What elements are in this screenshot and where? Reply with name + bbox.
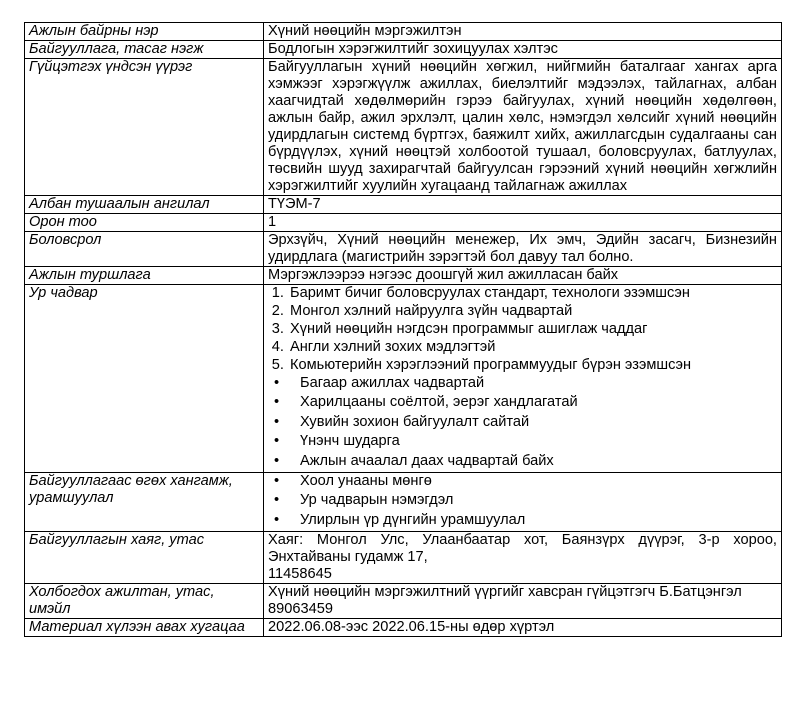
skills-value: [264, 285, 782, 473]
skill-item: 2. Монгол хэлний найруулга зүйн чадвартай: [288, 303, 777, 320]
experience-value: Мэргэжлээрээ нэгээс доошгүй жил ажилласан байх: [264, 267, 782, 285]
bullet-icon: •: [274, 452, 280, 469]
skill-bullet-text: Харилцааны соёлтой, эерэг хандлагатай: [300, 394, 578, 411]
row-main-function: [25, 59, 782, 196]
headcount-value: 1: [264, 214, 782, 232]
bullet-icon: •: [274, 394, 280, 411]
contact-value: [264, 584, 782, 619]
skill-item: 3. Хүний нөөцийн нэгдсэн программыг ашиглаж чаддаг: [288, 321, 777, 338]
address-phone: 11458645: [268, 566, 332, 583]
row-address: [25, 532, 782, 584]
skill-bullet-item: [274, 452, 777, 470]
classification-value: ТҮЭМ-7: [264, 196, 782, 214]
main-function-value: Байгууллагын хүний нөөцийн хөгжил, нийгмийн баталгааг хангах арга хэмжээг хэрэгжүүлж ажиллах, биелэлтийг мэдээлэх, тайлагнах, албан хаагчидтай хөдөлмөрийн гэрээ байгуулах, хүний нөөцийн хөдөлгөөн, ажлын байр, ажил эрхлэлт, цалин хөлс, нэмэгдэл хөлсийг хүний нөөцийн удирдлагын системд бүртгэх, баяжилт хийх, ажиллагсдын судалгааны сан бүрдүүлэх, хүний нөөцтэй холбоотой тушаал, боловсруулах, батлуулах, төсвийн шууд захирагчтай байгуулсан гэрээний хүний нөөцийн хөгжлийн хэрэгжилтийг хуулийн хугацаанд тайлагнаж ажиллах: [264, 59, 782, 196]
skill-bullet-item: [274, 413, 777, 431]
skills-bullet-list: [268, 375, 777, 470]
row-classification: [25, 196, 782, 214]
row-experience: [25, 267, 782, 285]
organization-unit-label: Байгууллага, тасаг нэгж: [25, 41, 264, 59]
deadline-value: 2022.06.08-ээс 2022.06.15-ны өдөр хүртэл: [264, 619, 782, 637]
row-deadline: [25, 619, 782, 637]
skill-bullet-item: [274, 433, 777, 450]
benefits-value: [264, 472, 782, 531]
benefit-item: [274, 472, 777, 490]
benefit-text: Хоол унааны мөнгө: [300, 472, 432, 489]
address-label: Байгууллагын хаяг, утас: [25, 532, 264, 584]
skill-item: 5. Комьютерийн хэрэглээний программуудыг бүрэн эзэмшсэн: [288, 357, 777, 374]
skill-bullet-text: Үнэнч шударга: [300, 433, 400, 450]
benefits-bullet-list: [268, 473, 777, 529]
job-posting-table: [24, 22, 782, 637]
bullet-icon: •: [274, 375, 280, 391]
contact-person: Хүний нөөцийн мэргэжилтний үүргийг хавсран гүйцэтгэгч Б.Батцэнгэл: [268, 584, 742, 601]
skill-bullet-item: [274, 375, 777, 392]
skills-numbered-list: [268, 285, 777, 374]
bullet-icon: •: [274, 511, 280, 528]
organization-unit-value: Бодлогын хэрэгжилтийг зохицуулах хэлтэс: [264, 41, 782, 59]
contact-label: Холбогдох ажилтан, утас, имэйл: [25, 584, 264, 619]
address-value: [264, 532, 782, 584]
skill-bullet-item: [274, 394, 777, 411]
bullet-icon: •: [274, 413, 280, 430]
row-contact: [25, 584, 782, 619]
row-position-title: [25, 23, 782, 41]
bullet-icon: •: [274, 433, 280, 450]
education-value: Эрхзүйч, Хүний нөөцийн менежер, Их эмч, Эдийн засагч, Бизнезийн удирдлага (магистрийн зэрэгтэй бол давуу тал болно.: [264, 232, 782, 267]
bullet-icon: •: [274, 472, 280, 489]
row-benefits: [25, 472, 782, 531]
skill-bullet-text: Багаар ажиллах чадвартай: [300, 375, 485, 391]
benefit-text: Улирлын үр дүнгийн урамшуулал: [300, 511, 526, 528]
benefit-item: [274, 492, 777, 509]
main-function-label: Гүйцэтгэх үндсэн үүрэг: [25, 59, 264, 196]
skill-bullet-text: Хувийн зохион байгуулалт сайтай: [300, 413, 530, 430]
row-education: [25, 232, 782, 267]
skills-label: Ур чадвар: [25, 285, 264, 473]
skill-item: 4. Англи хэлний зохих мэдлэгтэй: [288, 339, 777, 356]
deadline-label: Материал хүлээн авах хугацаа: [25, 619, 264, 637]
headcount-label: Орон тоо: [25, 214, 264, 232]
benefit-text: Ур чадварын нэмэгдэл: [300, 492, 454, 509]
row-headcount: [25, 214, 782, 232]
bullet-icon: •: [274, 492, 280, 509]
classification-label: Албан тушаалын ангилал: [25, 196, 264, 214]
education-label: Боловсрол: [25, 232, 264, 267]
address-text: Хаяг: Монгол Улс, Улаанбаатар хот, Баянзүрх дүүрэг, 3-р хороо, Энхтайваны гудамж 17,: [268, 532, 777, 566]
contact-phone: 89063459: [268, 601, 333, 618]
skill-item: 1. Баримт бичиг боловсруулах стандарт, технологи эзэмшсэн: [288, 285, 777, 302]
row-organization-unit: [25, 41, 782, 59]
position-title-label: Ажлын байрны нэр: [25, 23, 264, 41]
experience-label: Ажлын туршлага: [25, 267, 264, 285]
skill-bullet-text: Ажлын ачаалал даах чадвартай байх: [300, 452, 554, 469]
benefits-label: Байгууллагаас өгөх хангамж, урамшуулал: [25, 472, 264, 531]
position-title-value: Хүний нөөцийн мэргэжилтэн: [264, 23, 782, 41]
row-skills: [25, 285, 782, 473]
benefit-item: [274, 511, 777, 529]
